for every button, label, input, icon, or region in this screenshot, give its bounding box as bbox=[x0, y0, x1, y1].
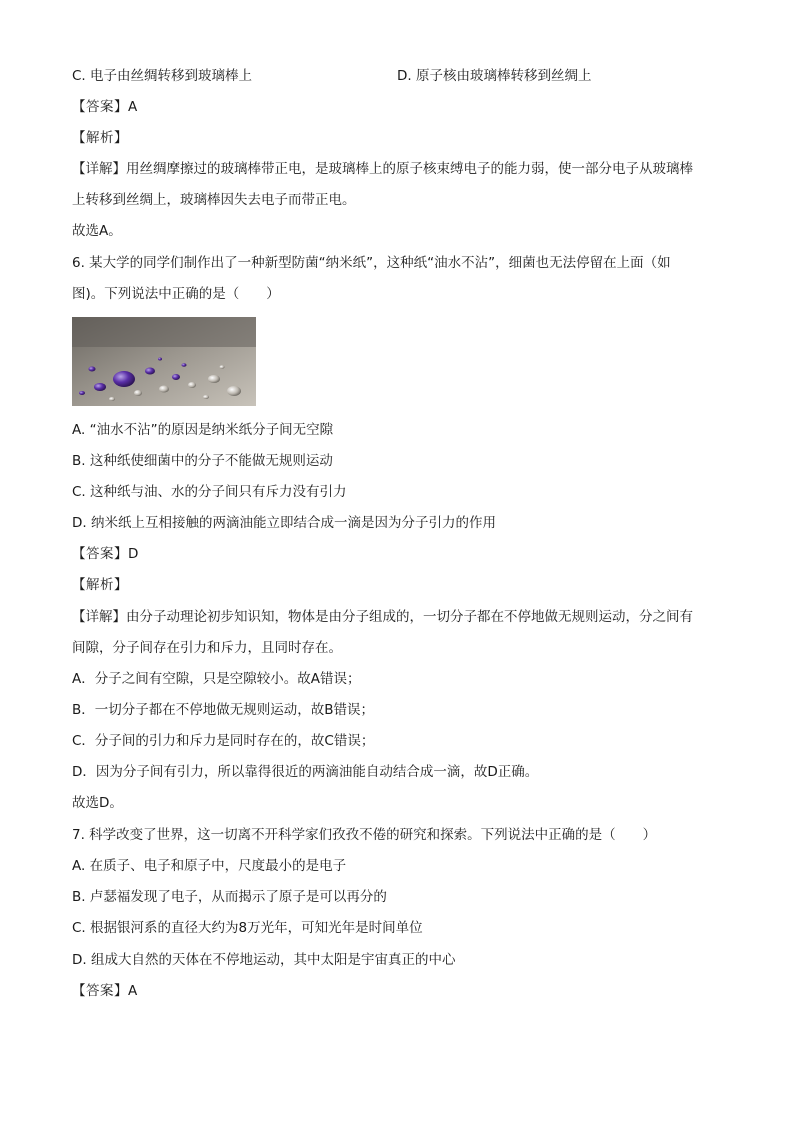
q6-answer: 【答案】D bbox=[72, 546, 139, 562]
q6-option-a: A. “油水不沾”的原因是纳米纸分子间无空隙 bbox=[72, 422, 334, 438]
q6-option-c: C. 这种纸与油、水的分子间只有斥力没有引力 bbox=[72, 484, 347, 500]
q7-option-c: C. 根据银河系的直径大约为8万光年，可知光年是时间单位 bbox=[72, 920, 423, 936]
q6-option-b: B. 这种纸使细菌中的分子不能做无规则运动 bbox=[72, 453, 333, 469]
q6-analysis-heading: 【解析】 bbox=[72, 577, 128, 593]
q6-explain-a: A．分子之间有空隙，只是空隙较小。故A错误； bbox=[72, 671, 361, 687]
q6-detail-line-2: 间隙，分子间存在引力和斥力，且同时存在。 bbox=[72, 640, 342, 656]
q7-option-d: D. 组成大自然的天体在不停地运动，其中太阳是宇宙真正的中心 bbox=[72, 952, 456, 968]
q5-option-d: D. 原子核由玻璃棒转移到丝绸上 bbox=[397, 68, 592, 84]
q6-explain-c: C．分子间的引力和斥力是同时存在的，故C错误； bbox=[72, 733, 375, 749]
q7-answer: 【答案】A bbox=[72, 983, 138, 999]
q5-option-c: C. 电子由丝绸转移到玻璃棒上 bbox=[72, 68, 253, 84]
q6-option-d: D. 纳米纸上互相接触的两滴油能立即结合成一滴是因为分子引力的作用 bbox=[72, 515, 496, 531]
q6-explain-b: B．一切分子都在不停地做无规则运动，故B错误； bbox=[72, 702, 375, 718]
q6-detail-line-1: 【详解】由分子动理论初步知识知，物体是由分子组成的，一切分子都在不停地做无规则运动，分之间有 bbox=[72, 609, 693, 625]
q7-stem: 7. 科学改变了世界，这一切离不开科学家们孜孜不倦的研究和探索。下列说法中正确的是（ ） bbox=[72, 827, 657, 843]
q7-option-a: A. 在质子、电子和原子中，尺度最小的是电子 bbox=[72, 858, 347, 874]
q7-option-b: B. 卢瑟福发现了电子，从而揭示了原子是可以再分的 bbox=[72, 889, 387, 905]
q5-analysis-heading: 【解析】 bbox=[72, 130, 128, 146]
nano-paper-droplets-photo bbox=[72, 317, 256, 406]
q6-choose: 故选D。 bbox=[72, 795, 123, 811]
q5-detail-line-2: 上转移到丝绸上，玻璃棒因失去电子而带正电。 bbox=[72, 192, 356, 208]
q6-explain-d: D．因为分子间有引力，所以靠得很近的两滴油能自动结合成一滴，故D正确。 bbox=[72, 764, 539, 780]
q5-choose: 故选A。 bbox=[72, 223, 122, 239]
q6-stem-line-2: 图)。下列说法中正确的是（ ） bbox=[72, 286, 280, 302]
q5-answer: 【答案】A bbox=[72, 99, 138, 115]
q5-detail-line-1: 【详解】用丝绸摩擦过的玻璃棒带正电，是玻璃棒上的原子核束缚电子的能力弱，使一部分电子从玻璃棒 bbox=[72, 161, 693, 177]
q6-stem-line-1: 6. 某大学的同学们制作出了一种新型防菌“纳米纸”，这种纸“油水不沾”，细菌也无法停留在上面（如 bbox=[72, 255, 671, 271]
